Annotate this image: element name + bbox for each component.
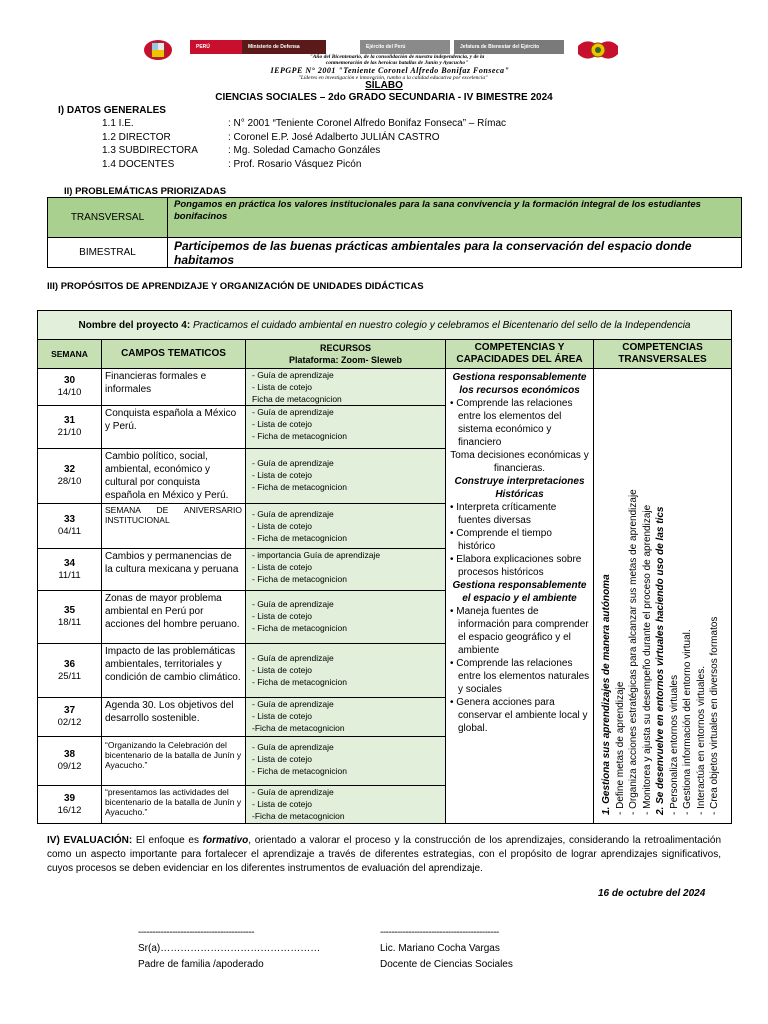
week-date: 04/11 — [57, 526, 82, 537]
topic-cell: Cambio político, social, ambiental, económico y cultural por conquista española en México y Perú. — [102, 449, 246, 504]
week-number: 37 — [63, 705, 76, 716]
transversal-1-item: - Organiza acciones estratégicas para alcanzar sus metas de aprendizaje — [628, 489, 639, 815]
resource-item: - Lista de cotejo — [252, 521, 313, 531]
resource-item: - Lista de cotejo — [252, 754, 313, 764]
resources-cell — [246, 591, 446, 644]
year-slogan-line1: "Año del Bicentenario, de la consolidación de nuestra independencia, y de la — [309, 54, 485, 60]
school-motto: "Líderes en investigación e innovación, rumbo a la calidad educativa por excelencia" — [298, 75, 488, 81]
col-header-recursos-title: RECURSOS — [319, 343, 371, 353]
resource-item: - Guía de aprendizaje — [252, 370, 334, 380]
units-table — [37, 310, 732, 824]
general-key: 1.2 DIRECTOR — [102, 132, 171, 143]
week-number: 39 — [63, 792, 76, 804]
competencia-3-item: • Genera acciones para conservar el ambiente local y global. — [450, 697, 588, 734]
evaluation-paragraph — [47, 834, 721, 876]
week-cell — [38, 737, 102, 786]
week-number: 30 — [63, 375, 76, 386]
transversal-2-item: - Personaliza entornos virtuales — [668, 674, 680, 815]
resource-item: - Guía de aprendizaje — [252, 599, 334, 609]
resource-item: - Lista de cotejo — [252, 382, 313, 392]
general-row-subdirectora — [102, 145, 622, 158]
competencia-3-title: Gestiona responsablemente el espacio y el ambiente — [452, 580, 587, 604]
year-slogan-line2: conmemoración de las heroicas batallas de Junín y Ayacucho" — [325, 60, 469, 66]
week-cell — [38, 449, 102, 504]
resource-item: - Ficha de metacognicion — [252, 574, 347, 584]
peru-coat-of-arms-icon — [140, 38, 176, 62]
competencias-cell — [446, 369, 594, 824]
week-date: 21/10 — [57, 427, 82, 438]
document-subtitle: CIENCIAS SOCIALES – 2do GRADO SECUNDARIA - IV BIMESTRE 2024 — [215, 92, 553, 103]
resources-cell — [246, 449, 446, 504]
col-header-campos: CAMPOS TEMATICOS — [102, 340, 246, 369]
week-number: 33 — [63, 514, 76, 525]
bimestral-text: Participemos de las buenas prácticas ambientales para la conservación del espacio donde habitamos — [168, 238, 742, 268]
col-header-recursos — [246, 340, 446, 369]
transversal-2-title: 2. Se desenvuelve en entornos virtuales haciendo uso de las tics — [655, 506, 666, 815]
topic-cell: Impacto de las problemáticas ambientales, territoriales y condición de cambio climático. — [102, 644, 246, 698]
week-number: 38 — [63, 749, 76, 760]
banner-band-ejercito: Ejército del Perú — [360, 40, 450, 54]
resource-item: - Lista de cotejo — [252, 611, 313, 621]
section-propositos-heading: III) PROPÓSITOS DE APRENDIZAJE Y ORGANIZACIÓN DE UNIDADES DIDÁCTICAS — [47, 281, 424, 292]
topic-cell: Zonas de mayor problema ambiental en Perú por acciones del hombre peruano. — [102, 591, 246, 644]
transversal-1-item: - Define metas de aprendizaje — [614, 681, 626, 815]
general-key: 1.4 DOCENTES — [102, 159, 175, 170]
signature-teacher — [380, 925, 513, 973]
week-cell — [38, 549, 102, 591]
section-problematicas-heading: II) PROBLEMÁTICAS PRIORIZADAS — [64, 186, 227, 197]
general-key: 1.3 SUBDIRECTORA — [102, 145, 198, 156]
competencia-1-title: Gestiona responsablemente los recursos económicos — [452, 372, 587, 396]
resources-cell — [246, 504, 446, 549]
general-value: : N° 2001 “Teniente Coronel Alfredo Bonifaz Fonseca” – Rímac — [228, 118, 507, 129]
banner-band-ministerio: Ministerio de Defensa — [242, 40, 326, 54]
resource-item: - Ficha de metacognicion — [252, 623, 347, 633]
project-label: Nombre del proyecto 4: — [78, 319, 191, 331]
week-number: 32 — [63, 464, 76, 475]
week-number: 31 — [63, 415, 76, 426]
project-name-cell — [38, 311, 732, 340]
col-header-competencias: COMPETENCIAS Y CAPACIDADES DEL ÁREA — [446, 340, 594, 369]
competencia-3-item: • Comprende las relaciones entre los elementos naturales y sociales — [450, 658, 590, 695]
resource-item: - Lista de cotejo — [252, 470, 313, 480]
week-cell — [38, 406, 102, 449]
transversales-rotated-text — [594, 369, 728, 821]
resource-item: Ficha de metacognicion — [252, 394, 342, 404]
year-slogan — [242, 54, 552, 66]
transversal-1-item: - Monitorea y ajusta su desempeño durante el proceso de aprendizaje — [641, 504, 653, 815]
signature-parent — [138, 925, 320, 973]
topic-cell: Cambios y permanencias de la cultura mexicana y peruana — [102, 549, 246, 591]
general-key: 1.1 I.E. — [102, 118, 134, 129]
institutional-banner — [138, 36, 620, 86]
resource-item: - Guía de aprendizaje — [252, 787, 334, 797]
evaluation-emphasis: formativo — [202, 835, 249, 846]
resource-item: - Ficha de metacognicion — [252, 766, 347, 776]
week-date: 25/11 — [57, 670, 82, 682]
week-number: 36 — [63, 658, 76, 670]
transversal-2-item: - Crea objetos virtuales en diversos formatos — [709, 616, 720, 815]
week-cell — [38, 786, 102, 824]
week-date: 28/10 — [57, 476, 82, 487]
general-row-ie — [102, 118, 622, 131]
project-name: Practicamos el cuidado ambiental en nuestro colegio y celebramos el Bicentenario del sello de la Independencia — [190, 319, 691, 331]
resources-cell — [246, 698, 446, 737]
general-value: : Prof. Rosario Vásquez Picón — [228, 159, 362, 170]
resources-cell — [246, 406, 446, 449]
transversal-label: TRANSVERSAL — [48, 198, 168, 238]
resource-item: - importancia Guía de aprendizaje — [252, 550, 381, 560]
signature-role: Docente de Ciencias Sociales — [380, 959, 513, 970]
resource-item: - Guía de aprendizaje — [252, 699, 334, 709]
resource-item: - Guía de aprendizaje — [252, 653, 334, 663]
topic-cell: Financieras formales e informales — [102, 369, 246, 406]
competencia-2-item: • Comprende el tiempo histórico — [450, 528, 552, 552]
week-date: 18/11 — [57, 617, 82, 628]
document-title: SÍLABO — [365, 80, 403, 91]
resource-item: -Ficha de metacognicion — [252, 723, 345, 733]
resource-item: - Guía de aprendizaje — [252, 509, 334, 519]
resource-item: - Ficha de metacognicion — [252, 482, 347, 492]
col-header-semana: SEMANA — [38, 340, 102, 369]
topic-cell: Agenda 30. Los objetivos del desarrollo sostenible. — [102, 698, 246, 737]
topic-cell: Conquista española a México y Perú. — [102, 406, 246, 449]
resource-item: - Lista de cotejo — [252, 799, 313, 809]
transversal-1-title: 1. Gestiona sus aprendizajes de manera autónoma — [601, 574, 612, 815]
week-number: 35 — [63, 605, 76, 616]
school-name: IEPGPE N° 2001 "Teniente Coronel Alfredo Bonifaz Fonseca" — [270, 66, 510, 75]
evaluation-label: IV) EVALUACIÓN: — [47, 835, 133, 846]
bimestral-label: BIMESTRAL — [48, 238, 168, 268]
document-date: 16 de octubre del 2024 — [598, 888, 706, 899]
resources-cell — [246, 737, 446, 786]
resources-cell — [246, 644, 446, 698]
signature-role: Padre de familia /apoderado — [138, 959, 264, 970]
resource-item: - Ficha de metacognicion — [252, 431, 347, 441]
signature-line: ----------------------------------------- — [138, 927, 255, 938]
banner-band-peru: PERÚ — [190, 40, 242, 54]
evaluation-text-pre: El enfoque es — [132, 835, 203, 846]
resource-item: -Ficha de metacognicion — [252, 811, 345, 821]
week-date: 02/12 — [57, 717, 82, 728]
transversal-2-item: - Interactúa en entornos virtuales. — [695, 666, 707, 815]
week-cell — [38, 698, 102, 737]
resource-item: - Guía de aprendizaje — [252, 742, 334, 752]
problematicas-table — [47, 197, 742, 268]
general-value: : Mg. Soledad Camacho Gonzáles — [228, 145, 381, 156]
competencia-1-item: • Comprende las relaciones entre los elementos del sistema económico y financiero — [450, 398, 573, 448]
resource-item: - Lista de cotejo — [252, 665, 313, 675]
week-number: 34 — [63, 557, 76, 569]
week-date: 14/10 — [57, 387, 82, 398]
col-header-recursos-platform: Plataforma: Zoom- Sleweb — [288, 355, 403, 365]
week-cell — [38, 644, 102, 698]
competencia-2-title: Construye interpretaciones Históricas — [454, 476, 585, 500]
competencia-2-item: • Elabora explicaciones sobre procesos históricos — [450, 554, 582, 578]
resources-cell — [246, 786, 446, 824]
signature-line: ------------------------------------------ — [380, 927, 499, 938]
competencia-2-item: • Interpreta críticamente fuentes diversas — [450, 502, 557, 526]
resource-item: - Lista de cotejo — [252, 419, 313, 429]
signature-name: Lic. Mariano Cocha Vargas — [380, 943, 500, 954]
col-header-transversales: COMPETENCIAS TRANSVERSALES — [594, 340, 732, 369]
resource-item: - Guía de aprendizaje — [252, 407, 334, 417]
topic-cell: “Organizando la Celebración del bicentenario de la batalla de Junín y Ayacucho.” — [102, 737, 246, 786]
week-date: 16/12 — [57, 804, 82, 816]
transversal-text: Pongamos en práctica los valores institucionales para la sana convivencia y la formación integral de los estudiantes bonifacinos — [168, 198, 742, 238]
topic-cell: “presentamos las actividades del bicentenario de la batalla de Junín y Ayacucho.” — [102, 786, 246, 824]
week-cell — [38, 504, 102, 549]
competencia-1-extra: Toma decisiones económicas y financieras. — [450, 450, 589, 474]
topic-cell: SEMANA DE ANIVERSARIO INSTITUCIONAL — [102, 504, 246, 549]
resource-item: - Guía de aprendizaje — [252, 458, 334, 468]
general-row-docentes — [102, 159, 622, 172]
competencia-3-item: • Maneja fuentes de información para comprender el espacio geográfico y el ambiente — [450, 606, 589, 656]
school-crest-icon — [576, 36, 620, 64]
general-row-director — [102, 132, 622, 145]
general-value: : Coronel E.P. José Adalberto JULIÁN CASTRO — [228, 132, 440, 143]
signature-name: Sr(a)………………………………………… — [138, 943, 321, 954]
resource-item: - Lista de cotejo — [252, 711, 313, 721]
section-general-data-heading: I) DATOS GENERALES — [58, 105, 166, 116]
resource-item: - Ficha de metacognicion — [252, 677, 347, 687]
transversal-2-item: - Gestiona información del entorno virtual. — [682, 629, 693, 815]
banner-band-jefatura: Jefatura de Bienestar del Ejército — [454, 40, 564, 54]
resources-cell — [246, 549, 446, 591]
evaluation-text-post: , orientado a valorar el proceso y la construcción de los aprendizajes, considerando la retroalimentación como un aspecto importante para fortalecer el aprendizaje a través de diferentes estrategias, con el propósito de lograr aprendizajes significativos, cuyos procesos se deben evidenciar en los diferentes instrumentos de evaluación del aprendizaje. — [47, 835, 721, 874]
week-date: 09/12 — [57, 761, 82, 772]
resources-cell — [246, 369, 446, 406]
week-cell — [38, 591, 102, 644]
week-cell — [38, 369, 102, 406]
resource-item: - Ficha de metacognicion — [252, 533, 347, 543]
resource-item: - Lista de cotejo — [252, 562, 313, 572]
transversales-cell — [594, 369, 732, 824]
week-date: 11/11 — [58, 569, 81, 581]
